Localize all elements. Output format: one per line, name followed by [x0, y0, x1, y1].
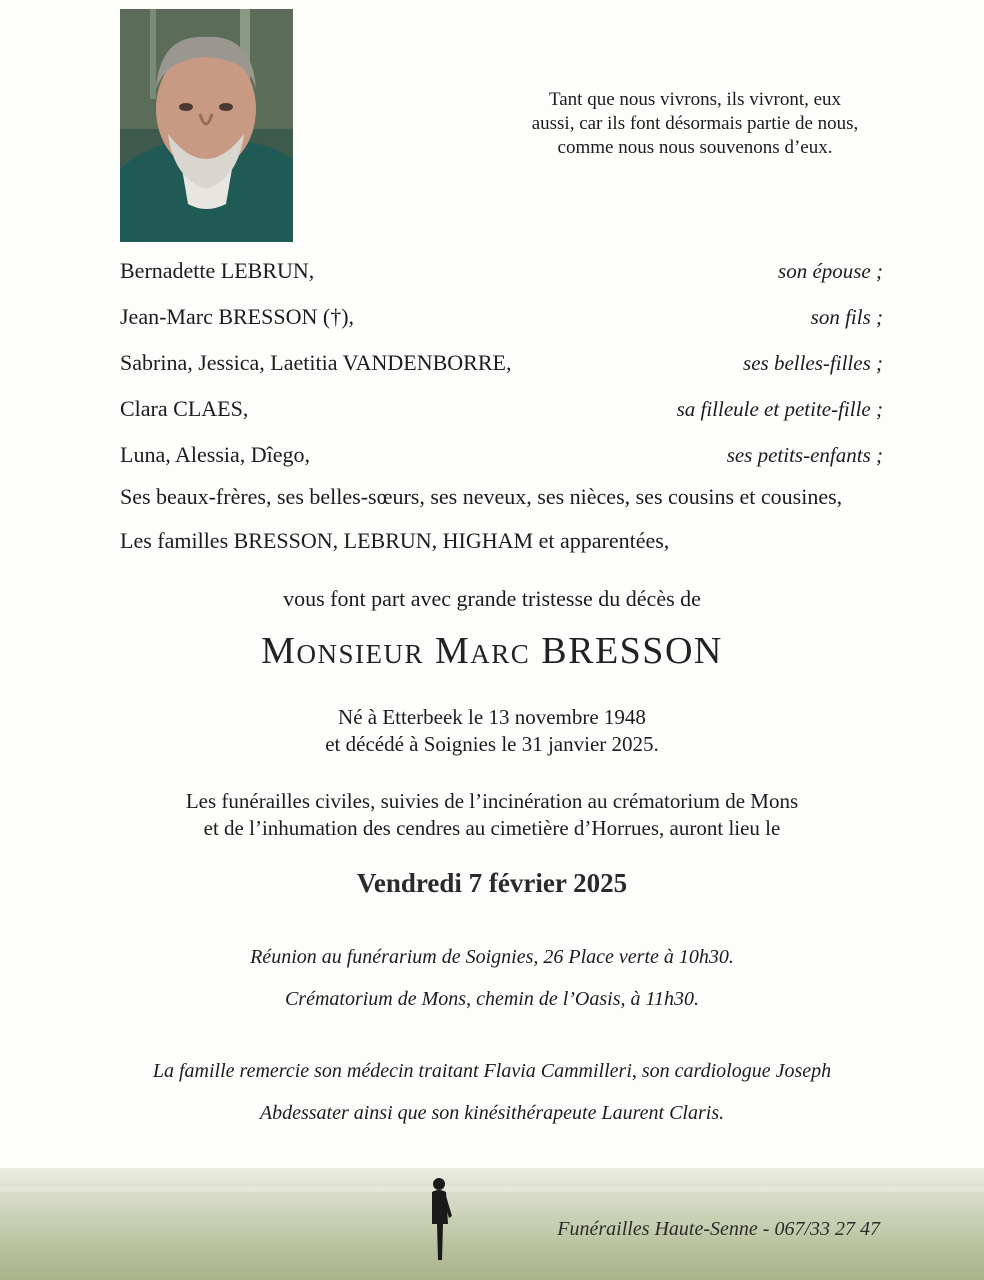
walking-figure-icon [424, 1176, 458, 1262]
thanks-line: Abdessater ainsi que son kinésithérapeute Laurent Claris. [259, 1102, 725, 1124]
deceased-name: Monsieur Marc BRESSON [261, 630, 723, 672]
footer-banner [0, 1168, 984, 1280]
funeral-info [0, 788, 984, 842]
relative-row [120, 348, 883, 394]
funeral-line: et de l’inhumation des cendres au cimetière d’Horrues, auront lieu le [203, 816, 781, 840]
relative-role: sa filleule et petite-fille ; [676, 397, 883, 421]
relative-name: Sabrina, Jessica, Laetitia VANDENBORRE, [120, 350, 512, 375]
funeral-line: Les funérailles civiles, suivies de l’incinération au crématorium de Mons [185, 789, 799, 813]
extended-family-line: Ses beaux-frères, ses belles-sœurs, ses neveux, ses nièces, ses cousins et cousines, [120, 484, 843, 509]
meeting-line: Réunion au funérarium de Soignies, 26 Place verte à 10h30. [250, 946, 734, 968]
relative-name: Bernadette LEBRUN, [120, 258, 315, 283]
relative-row [120, 256, 883, 302]
relative-role: son épouse ; [778, 259, 883, 283]
relative-name: Clara CLAES, [120, 396, 249, 421]
meeting-line: Crématorium de Mons, chemin de l’Oasis, à 11h30. [284, 988, 700, 1010]
quote-line: comme nous nous souvenons d’eux. [557, 137, 833, 158]
relative-role: ses petits-enfants ; [726, 443, 883, 467]
death-line: et décédé à Soignies le 31 janvier 2025. [325, 732, 659, 756]
relative-role: son fils ; [810, 305, 883, 329]
relative-name: Luna, Alessia, Dîego, [120, 442, 311, 467]
thanks-text [0, 1050, 984, 1134]
relative-role: ses belles-filles ; [743, 351, 883, 375]
announcement-text: vous font part avec grande tristesse du décès de [283, 586, 701, 611]
funeral-date: Vendredi 7 février 2025 [356, 868, 628, 898]
funeral-home-contact: Funérailles Haute-Senne - 067/33 27 47 [557, 1218, 880, 1240]
extended-family-line: Les familles BRESSON, LEBRUN, HIGHAM et apparentées, [120, 528, 670, 553]
memorial-quote [500, 88, 890, 160]
relative-row [120, 440, 883, 486]
quote-line: aussi, car ils font désormais partie de nous, [531, 113, 859, 134]
footer-horizon [0, 1186, 984, 1192]
birth-line: Né à Etterbeek le 13 novembre 1948 [338, 705, 646, 729]
meeting-info [0, 936, 984, 1020]
birth-death-info [0, 704, 984, 758]
relative-row [120, 302, 883, 348]
quote-line: Tant que nous vivrons, ils vivront, eux [548, 89, 842, 110]
relative-row [120, 394, 883, 440]
relatives-list [120, 256, 883, 486]
portrait-photo [120, 9, 293, 242]
thanks-line: La famille remercie son médecin traitant Flavia Cammilleri, son cardiologue Joseph [152, 1060, 832, 1082]
relative-name: Jean-Marc BRESSON (†), [120, 304, 355, 329]
